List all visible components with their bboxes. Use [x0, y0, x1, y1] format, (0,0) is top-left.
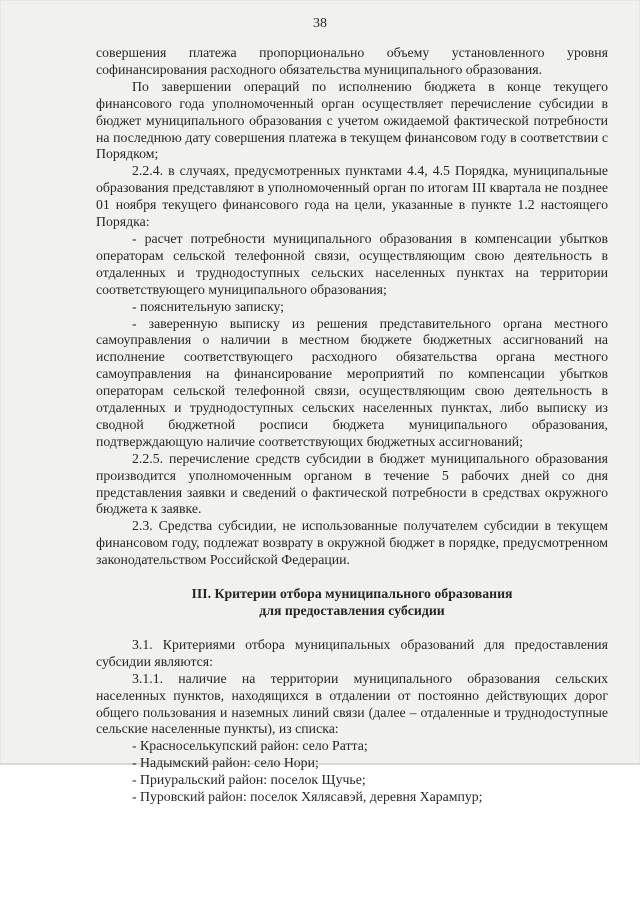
paragraph-3-1-1: 3.1.1. наличие на территории муниципального образования сельских населенных пунктов, находящихся в отдалении от постоянно действующих дорог общего пользования и наземных линий связи (далее – отдаленные и труднодоступные сельские населенные пункты), из списка: [96, 670, 608, 737]
document-body [96, 45, 608, 806]
paragraph-2-2-4: 2.2.4. в случаях, предусмотренных пунктами 4.4, 4.5 Порядка, муниципальные образования представляют в уполномоченный орган по итогам III квартала не позднее 01 ноября текущего финансового года на цели, указанные в пункте 1.2 настоящего Порядка: [96, 163, 608, 230]
paragraph-2-3: 2.3. Средства субсидии, не использованные получателем субсидии в текущем финансовом году, подлежат возврату в окружной бюджет в порядке, предусмотренном законодательством Российской Федерации. [96, 518, 608, 568]
paragraph-2-2-5: 2.2.5. перечисление средств субсидии в бюджет муниципального образования производится уполномоченным органом в течение 5 рабочих дней со дня представления заявки и сведений о фактической потребности в средствах окружного бюджета к заявке. [96, 450, 608, 517]
section-heading-line-1: III. Критерии отбора муниципального образования [191, 586, 513, 602]
list-item-certified-extract: - заверенную выписку из решения представительного органа местного самоуправления о наличии в местном бюджете бюджетных ассигнований на исполнение соответствующего расходного обязательства органа местного самоуправления на финансирование мероприятий по компенсации убытков операторам сельской телефонной связи, осуществляющим свою деятельность в отдаленных и труднодоступных сельских населенных пунктах, либо выписку из сводной бюджетной росписи бюджета муниципального образования, подтверждающую наличие соответствующих бюджетных ассигнований; [96, 315, 608, 449]
paragraph-3-1: 3.1. Критериями отбора муниципальных образований для предоставления субсидии являются: [96, 636, 608, 669]
list-item-explanatory-note: - пояснительную записку; [132, 298, 285, 314]
section-heading-line-2: для предоставления субсидии [259, 603, 445, 618]
paragraph-continuation: совершения платежа пропорционально объему установленного уровня софинансирования расходного обязательства муниципального образования. [96, 45, 608, 77]
section-heading [96, 586, 608, 620]
district-item: - Приуральский район: поселок Щучье; [132, 772, 366, 788]
district-item: - Пуровский район: поселок Хялясавэй, деревня Харампур; [132, 789, 483, 805]
district-item: - Красноселькупский район: село Ратта; [132, 738, 368, 754]
paragraph-year-end-transfer: По завершении операций по исполнению бюджета в конце текущего финансового года уполномоченный орган осуществляет перечисление субсидии в бюджет муниципального образования с учетом ожидаемой фактической потребности на последнюю дату совершения платежа в текущем финансовом году в соответствии с Порядком; [96, 78, 608, 162]
page-number: 38 [313, 16, 327, 31]
list-item-calculation: - расчет потребности муниципального образования в компенсации убытков операторам сельской телефонной связи, осуществляющим свою деятельность в отдаленных и труднодоступных сельских населенных пунктах на территории соответствующего муниципального образования; [96, 230, 608, 297]
district-item: - Надымский район: село Нори; [132, 755, 319, 771]
